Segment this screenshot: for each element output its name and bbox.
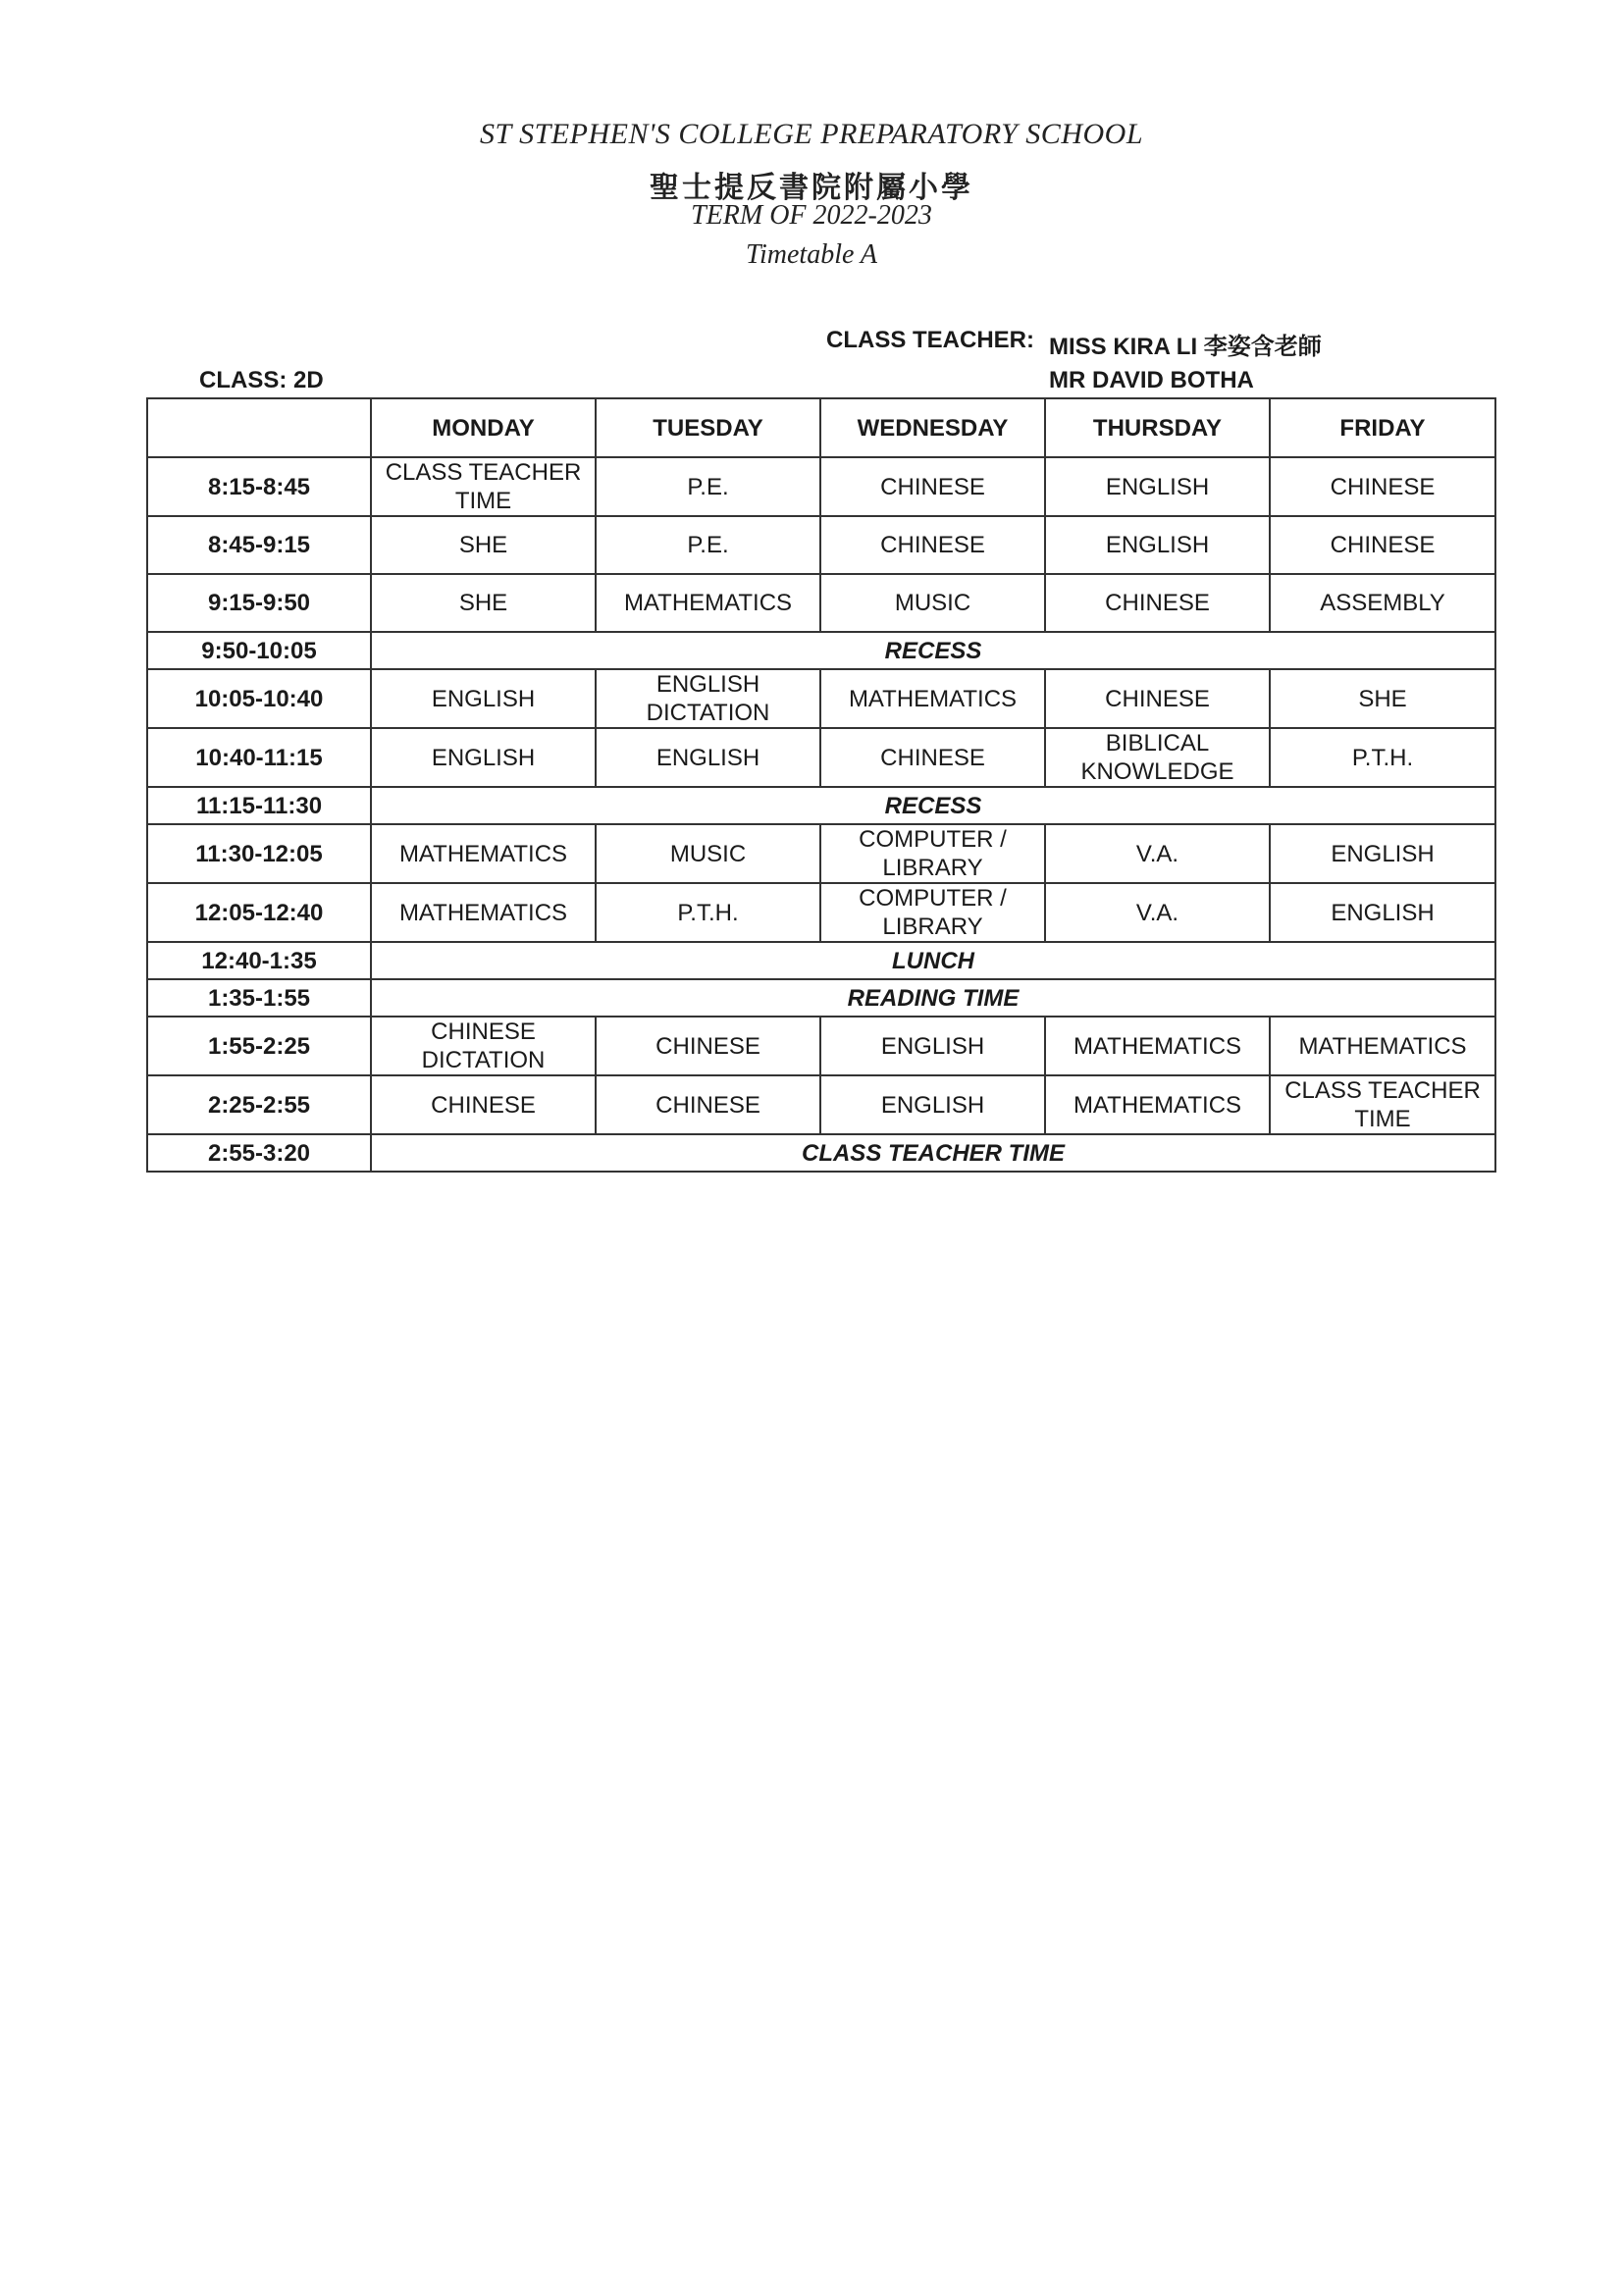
subject-cell: P.E.: [596, 516, 820, 574]
timetable-grid: [146, 397, 1496, 1173]
subject-cell: MATHEMATICS: [1045, 1017, 1270, 1075]
time-slot: 1:35-1:55: [147, 979, 371, 1017]
subject-cell: V.A.: [1045, 824, 1270, 883]
subject-cell: CHINESE: [596, 1017, 820, 1075]
day-header-thursday: THURSDAY: [1045, 398, 1270, 457]
break-label: RECESS: [371, 787, 1495, 824]
time-slot: 8:45-9:15: [147, 516, 371, 574]
subject-cell: CHINESE: [820, 728, 1045, 787]
subject-cell: CHINESE: [1270, 457, 1495, 516]
subject-cell: ENGLISH: [820, 1075, 1045, 1134]
lesson-row: [147, 824, 1495, 883]
subject-cell: BIBLICAL KNOWLEDGE: [1045, 728, 1270, 787]
time-slot: 9:15-9:50: [147, 574, 371, 632]
break-row: [147, 632, 1495, 669]
subject-cell: P.E.: [596, 457, 820, 516]
subject-cell: ENGLISH: [371, 728, 596, 787]
class-label: CLASS: 2D: [199, 367, 324, 393]
subject-cell: CHINESE: [820, 457, 1045, 516]
subject-cell: MATHEMATICS: [371, 883, 596, 942]
break-row: [147, 1134, 1495, 1172]
day-header-tuesday: TUESDAY: [596, 398, 820, 457]
time-slot: 12:05-12:40: [147, 883, 371, 942]
day-header-wednesday: WEDNESDAY: [820, 398, 1045, 457]
break-label: CLASS TEACHER TIME: [371, 1134, 1495, 1172]
lesson-row: [147, 457, 1495, 516]
subject-cell: CHINESE: [1045, 669, 1270, 728]
subject-cell: MATHEMATICS: [1045, 1075, 1270, 1134]
break-row: [147, 942, 1495, 979]
lesson-row: [147, 669, 1495, 728]
subject-cell: V.A.: [1045, 883, 1270, 942]
day-header-friday: FRIDAY: [1270, 398, 1495, 457]
subject-cell: P.T.H.: [1270, 728, 1495, 787]
subject-cell: ENGLISH: [1270, 883, 1495, 942]
subject-cell: CHINESE: [596, 1075, 820, 1134]
subject-cell: CLASS TEACHER TIME: [371, 457, 596, 516]
lesson-row: [147, 516, 1495, 574]
timetable-body: [147, 457, 1495, 1172]
subject-cell: CHINESE DICTATION: [371, 1017, 596, 1075]
subject-cell: SHE: [371, 516, 596, 574]
time-slot: 11:30-12:05: [147, 824, 371, 883]
subject-cell: MATHEMATICS: [820, 669, 1045, 728]
subject-cell: MATHEMATICS: [1270, 1017, 1495, 1075]
school-name: ST STEPHEN'S COLLEGE PREPARATORY SCHOOL: [479, 118, 1143, 150]
class-teacher-name: MR DAVID BOTHA: [1049, 367, 1254, 393]
timetable-name: Timetable A: [745, 239, 878, 270]
time-slot: 2:55-3:20: [147, 1134, 371, 1172]
lesson-row: [147, 1017, 1495, 1075]
lesson-row: [147, 728, 1495, 787]
subject-cell: MATHEMATICS: [596, 574, 820, 632]
subject-cell: MUSIC: [820, 574, 1045, 632]
break-label: READING TIME: [371, 979, 1495, 1017]
subject-cell: CHINESE: [820, 516, 1045, 574]
subject-cell: ENGLISH: [820, 1017, 1045, 1075]
break-row: [147, 787, 1495, 824]
subject-cell: MUSIC: [596, 824, 820, 883]
subject-cell: CHINESE: [1270, 516, 1495, 574]
subject-cell: ENGLISH: [371, 669, 596, 728]
term-title: TERM OF 2022-2023: [691, 200, 932, 231]
lesson-row: [147, 1075, 1495, 1134]
time-slot: 10:05-10:40: [147, 669, 371, 728]
subject-cell: ENGLISH DICTATION: [596, 669, 820, 728]
subject-cell: ENGLISH: [1045, 516, 1270, 574]
class-teacher-label: CLASS TEACHER:: [826, 327, 1035, 353]
subject-cell: ENGLISH: [1270, 824, 1495, 883]
subject-cell: ENGLISH: [1045, 457, 1270, 516]
subject-cell: COMPUTER / LIBRARY: [820, 883, 1045, 942]
time-slot: 8:15-8:45: [147, 457, 371, 516]
subject-cell: ENGLISH: [596, 728, 820, 787]
break-label: LUNCH: [371, 942, 1495, 979]
corner-cell: [147, 398, 371, 457]
time-slot: 10:40-11:15: [147, 728, 371, 787]
time-slot: 9:50-10:05: [147, 632, 371, 669]
time-slot: 12:40-1:35: [147, 942, 371, 979]
break-label: RECESS: [371, 632, 1495, 669]
subject-cell: SHE: [1270, 669, 1495, 728]
subject-cell: ASSEMBLY: [1270, 574, 1495, 632]
day-header-monday: MONDAY: [371, 398, 596, 457]
subject-cell: CHINESE: [371, 1075, 596, 1134]
school-name-chinese: 聖士提反書院附屬小學: [650, 172, 973, 204]
subject-cell: COMPUTER / LIBRARY: [820, 824, 1045, 883]
subject-cell: P.T.H.: [596, 883, 820, 942]
break-row: [147, 979, 1495, 1017]
time-slot: 2:25-2:55: [147, 1075, 371, 1134]
class-teacher-name: MISS KIRA LI 李姿含老師: [1049, 334, 1322, 360]
time-slot: 1:55-2:25: [147, 1017, 371, 1075]
lesson-row: [147, 574, 1495, 632]
lesson-row: [147, 883, 1495, 942]
subject-cell: CLASS TEACHER TIME: [1270, 1075, 1495, 1134]
subject-cell: MATHEMATICS: [371, 824, 596, 883]
day-header-row: [147, 398, 1495, 457]
time-slot: 11:15-11:30: [147, 787, 371, 824]
subject-cell: SHE: [371, 574, 596, 632]
subject-cell: CHINESE: [1045, 574, 1270, 632]
